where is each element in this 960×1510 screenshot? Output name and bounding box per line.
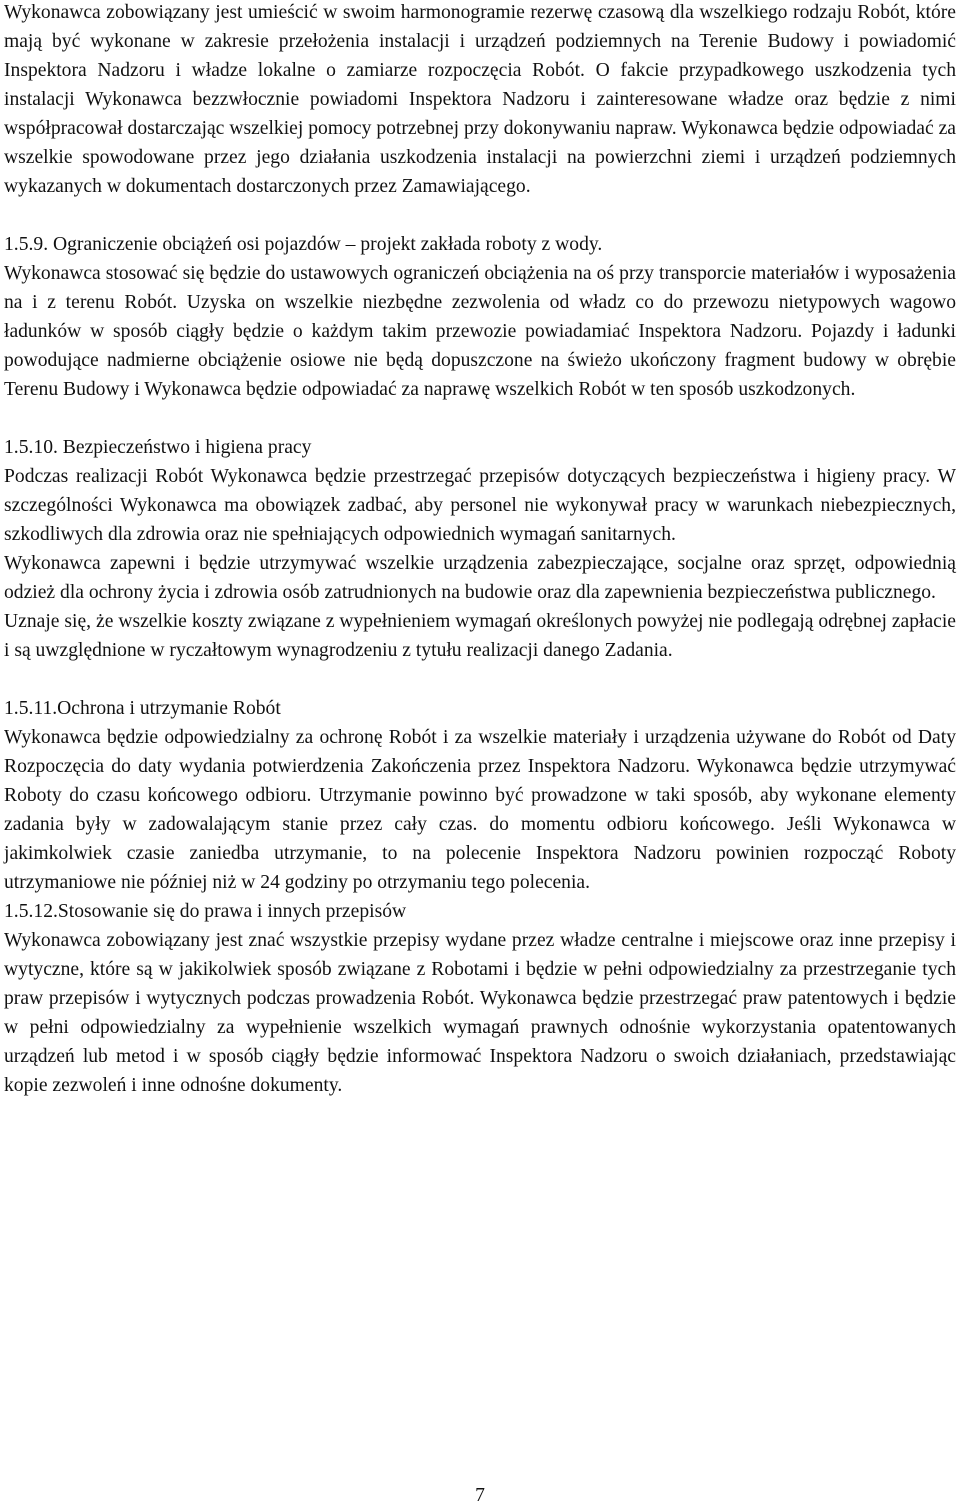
intro-paragraph: Wykonawca zobowiązany jest umieścić w swoim harmonogramie rezerwę czasową dla wszelkiego rodzaju Robót, które mają być wykonane w zakresie przełożenia instalacji i urządzeń podziemnych na Terenie Budowy i powiadomić Inspektora Nadzoru i władze lokalne o zamiarze rozpoczęcia Robót. O fakcie przypadkowego uszkodzenia tych instalacji Wykonawca bezzwłocznie powiadomi Inspektora Nadzoru i zainteresowane władze oraz będzie z nimi współpracował dostarczając wszelkiej pomocy potrzebnej przy dokonywaniu napraw. Wykonawca będzie odpowiadać za wszelkie spowodowane przez jego działania uszkodzenia instalacji na powierzchni ziemi i urządzeń podziemnych wykazanych w dokumentach dostarczonych przez Zamawiającego. — [4, 2, 956, 197]
section-1-5-10-paragraph-2: Wykonawca zapewni i będzie utrzymywać wszelkie urządzenia zabezpieczające, socjalne oraz sprzęt, odpowiednią odzież dla ochrony życia i zdrowia osób zatrudnionych na budowie oraz dla zapewnienia bezpieczeństwa publicznego. — [4, 553, 956, 603]
document-page — [4, 0, 956, 1100]
section-1-5-10-paragraph-1: Podczas realizacji Robót Wykonawca będzie przestrzegać przepisów dotyczących bezpieczeństwa i higieny pracy. W szczególności Wykonawca ma obowiązek zadbać, aby personel nie wykonywał pracy w warunkach niebezpiecznych, szkodliwych dla zdrowia oraz nie spełniających odpowiednich wymagań sanitarnych. — [4, 466, 956, 545]
section-1-5-10-paragraph-3: Uznaje się, że wszelkie koszty związane z wypełnieniem wymagań określonych powyżej nie podlegają odrębnej zapłacie i są uwzględnione w ryczałtowym wynagrodzeniu z tytułu realizacji danego Zadania. — [4, 611, 956, 661]
page-number: 7 — [475, 1485, 485, 1506]
section-heading-1-5-11: 1.5.11.Ochrona i utrzymanie Robót — [4, 698, 281, 719]
section-1-5-9-paragraph: Wykonawca stosować się będzie do ustawowych ograniczeń obciążenia na oś przy transporcie materiałów i wyposażenia na i z terenu Robót. Uzyska on wszelkie niezbędne zezwolenia od władz co do przewozu nietypowych wagowo ładunków w sposób ciągły będzie o każdym takim przewozie powiadamiać Inspektora Nadzoru. Pojazdy i ładunki powodujące nadmierne obciążenie osiowe nie będą dopuszczone na świeżo ukończony fragment budowy w obrębie Terenu Budowy i Wykonawca będzie odpowiadać za naprawę wszelkich Robót w ten sposób uszkodzonych. — [4, 263, 956, 400]
section-1-5-11-paragraph: Wykonawca będzie odpowiedzialny za ochronę Robót i za wszelkie materiały i urządzenia używane do Robót od Daty Rozpoczęcia do daty wydania potwierdzenia Zakończenia przez Inspektora Nadzoru. Wykonawca będzie utrzymywać Roboty do czasu końcowego odbioru. Utrzymanie powinno być prowadzone w taki sposób, aby wykonane elementy zadania były w zadowalającym stanie przez cały czas. do momentu odbioru końcowego. Jeśli Wykonawca w jakimkolwiek czasie zaniedba utrzymanie, to na polecenie Inspektora Nadzoru powinien rozpocząć Roboty utrzymaniowe nie później niż w 24 godziny po otrzymaniu tego polecenia. — [4, 727, 956, 893]
section-1-5-12-paragraph: Wykonawca zobowiązany jest znać wszystkie przepisy wydane przez władze centralne i miejscowe oraz inne przepisy i wytyczne, które są w jakikolwiek sposób związane z Robotami i będzie w pełni odpowiedzialny za przestrzeganie tych praw przepisów i wytycznych podczas prowadzenia Robót. Wykonawca będzie przestrzegać praw patentowych i będzie w pełni odpowiedzialny za wypełnienie wszelkich wymagań prawnych odnośnie wykorzystania opatentowanych urządzeń lub metod i w sposób ciągły będzie informować Inspektora Nadzoru o swoich działaniach, przedstawiając kopie zezwoleń i inne odnośne dokumenty. — [4, 930, 956, 1096]
section-heading-1-5-9: 1.5.9. Ograniczenie obciążeń osi pojazdów – projekt zakłada roboty z wody. — [4, 234, 603, 255]
section-heading-1-5-10: 1.5.10. Bezpieczeństwo i higiena pracy — [4, 437, 312, 458]
section-heading-1-5-12: 1.5.12.Stosowanie się do prawa i innych przepisów — [4, 901, 407, 922]
